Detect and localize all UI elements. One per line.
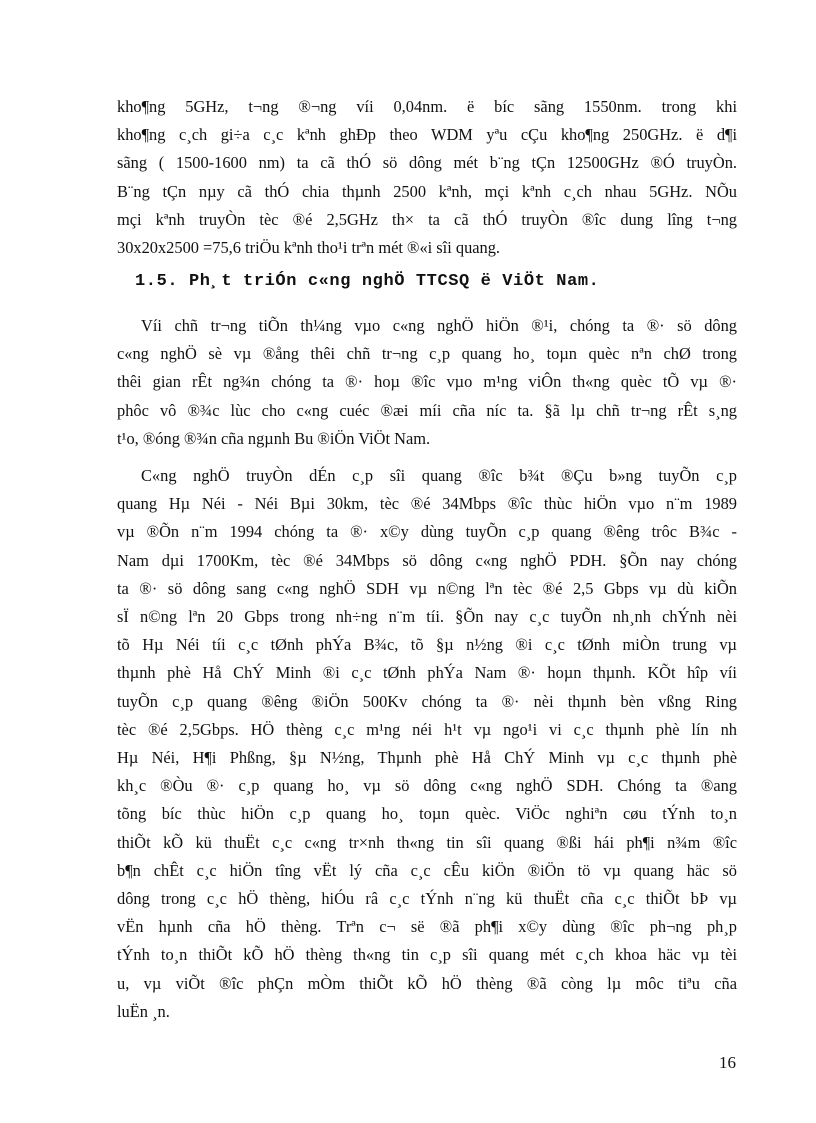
text-line: vµ ®Õn n¨m 1994 chóng ta ®· x©y dùng tuyÕn c¸p quang ®êng trôc B¾c -	[117, 522, 737, 542]
text-line: u, vµ viÕt ®îc phÇn mÒm thiÕt kÕ hÖ thèng ®ã còng lµ môc tiªu cña	[117, 973, 737, 993]
text-line: sãng ( 1500-1600 nm) ta cã thÓ sö dông mét b¨ng tÇn 12500GHz ®Ó truyÒn.	[117, 153, 737, 173]
paragraph-fiber-history	[117, 462, 737, 1026]
text-line: luËn ¸n.	[117, 1001, 170, 1021]
text-line: tõng bíc thùc hiÖn c¸p quang ho¸ toµn quèc. ViÖc nghiªn cøu tÝnh to¸n	[117, 804, 737, 824]
text-line: thêi gian rÊt ng¾n chóng ta ®· hoµ ®îc vµo m¹ng viÔn th«ng quèc tÕ vµ ®·	[117, 372, 737, 392]
text-line: thiÕt kÕ kü thuËt c¸c c«ng tr×nh th«ng tin sîi quang ®ßi hái ph¶i n¾m ®îc	[117, 832, 737, 852]
paragraph-wdm-capacity	[117, 93, 737, 262]
text-line: tõ Hµ Néi tíi c¸c tØnh phÝa B¾c, tõ §µ n½ng ®i c¸c tØnh miÒn trung vµ	[117, 635, 737, 655]
text-line: thµnh phè Hå ChÝ Minh ®i c¸c tØnh phÝa Nam ®· hoµn thµnh. KÕt hîp víi	[117, 663, 737, 683]
text-line: Hµ Néi, H¶i Phßng, §µ N½ng, Thµnh phè Hå ChÝ Minh vµ c¸c thµnh phè	[117, 748, 737, 768]
text-line: B¨ng tÇn nµy cã thÓ chia thµnh 2500 kªnh, mçi kªnh c¸ch nhau 5GHz. NÕu	[117, 181, 737, 201]
text-line: quang Hµ Néi - Néi Bµi 30km, tèc ®é 34Mbps ®îc thùc hiÖn vµo n¨m 1989	[117, 494, 737, 514]
text-line: sÏ n©ng lªn 20 Gbps trong nh÷ng n¨m tíi. §Õn nay c¸c tuyÕn nh¸nh chÝnh nèi	[117, 607, 737, 627]
text-line: 30x20x2500 =75,6 triÖu kªnh tho¹i trªn mét ®«i sîi quang.	[117, 238, 501, 258]
text-line: phôc vô ®¾c lùc cho c«ng cuéc ®æi míi cña níc ta. §ã lµ chñ tr¬ng rÊt s¸ng	[117, 400, 737, 420]
section-heading: 1.5. Ph¸t triÓn c«ng nghÖ TTCSQ ë ViÖt Nam.	[135, 272, 600, 291]
text-line: kho¶ng 5GHz, t¬ng ®¬ng víi 0,04nm. ë bíc sãng 1550nm. trong khi	[117, 97, 737, 116]
text-line: Víi chñ tr¬ng tiÕn th¼ng vµo c«ng nghÖ hiÖn ®¹i, chóng ta ®· sö dông	[141, 316, 737, 335]
text-line: t¹o, ®óng ®¾n cña ngµnh Bu ®iÖn ViÖt Nam.	[117, 428, 431, 448]
text-line: vËn hµnh cña hÖ thèng. Trªn c¬ së ®ã ph¶i x©y dùng ®îc ph¬ng ph¸p	[117, 917, 737, 937]
text-line: b¶n chÊt c¸c hiÖn tîng vËt lý cña c¸c cÊu kiÖn ®iÖn tö vµ quang häc sö	[117, 860, 737, 880]
text-line: ta ®· sö dông sang c«ng nghÖ SDH vµ n©ng lªn tèc ®é 2,5 Gbps vµ dù kiÕn	[117, 578, 737, 598]
text-line: Nam dµi 1700Km, tèc ®é 34Mbps sö dông c«ng nghÖ PDH. §Õn nay chóng	[117, 550, 737, 570]
text-line: kho¶ng c¸ch gi÷a c¸c kªnh ghÐp theo WDM yªu cÇu kho¶ng 250GHz. ë d¶i	[117, 125, 737, 145]
text-line: C«ng nghÖ truyÒn dÉn c¸p sîi quang ®îc b¾t ®Çu b»ng tuyÕn c¸p	[141, 466, 737, 485]
text-line: tèc ®é 2,5Gbps. HÖ thèng c¸c m¹ng néi h¹t vµ ngo¹i vi c¸c thµnh phè lín nh	[117, 719, 737, 739]
text-line: dông trong c¸c hÖ thèng, hiÓu râ c¸c tÝnh n¨ng kü thuËt cña c¸c thiÕt bÞ vµ	[117, 889, 737, 909]
paragraph-policy	[117, 312, 737, 453]
text-line: c«ng nghÖ sè vµ ®ång thêi chñ tr¬ng c¸p quang ho¸ toµn quèc nªn chØ trong	[117, 344, 737, 364]
text-line: kh¸c ®Òu ®· c¸p quang ho¸ vµ sö dông c«ng nghÖ SDH. Chóng ta ®ang	[117, 776, 737, 796]
text-line: mçi kªnh truyÒn tèc ®é 2,5GHz th× ta cã thÓ truyÒn ®îc dung lîng t¬ng	[117, 209, 737, 229]
text-line: tuyÕn c¸p quang ®êng ®iÖn 500Kv chóng ta ®· nèi thµnh bèn vßng Ring	[117, 691, 737, 711]
text-line: tÝnh to¸n thiÕt kÕ hÖ thèng th«ng tin c¸p sîi quang mét c¸ch khoa häc vµ tèi	[117, 945, 737, 965]
page-number: 16	[719, 1053, 736, 1072]
